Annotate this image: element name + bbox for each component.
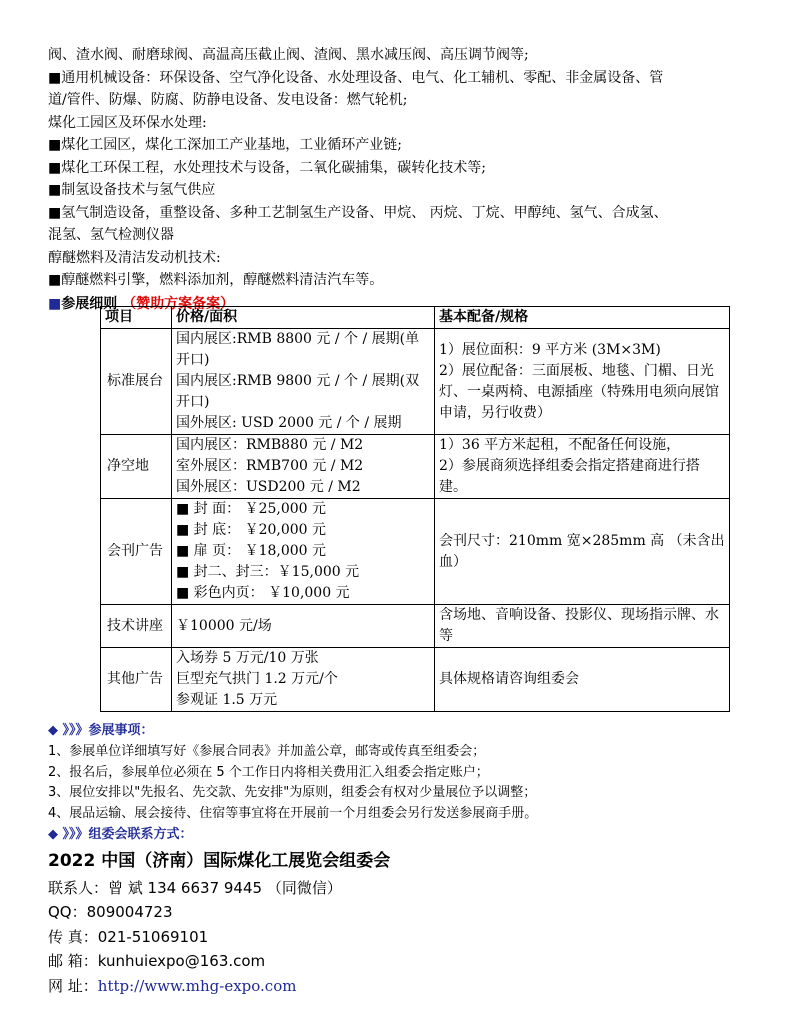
- organizer-block: [48, 846, 768, 998]
- spec-line: 1）36 平方米起租，不配备任何设施，: [439, 437, 681, 453]
- fax-number: 传 真：021-51069101: [48, 927, 209, 946]
- spec-line: 具体规格请咨询组委会: [439, 671, 579, 687]
- row-item: 会刊广告: [101, 499, 172, 605]
- spec-line: 2）参展商须选择组委会指定搭建商进行搭建。: [439, 458, 700, 495]
- notes-header: ◆ 》》》参展事项：: [48, 723, 154, 738]
- email-address: 邮 箱：kunhuiexpo@163.com: [48, 952, 266, 971]
- contact-person: 联系人：曾 斌 134 6637 9445 （同微信）: [48, 879, 342, 897]
- notes-section: [48, 720, 768, 846]
- note-item: 1、参展单位详细填写好《参展合同表》并加盖公章，邮寄或传真至组委会；: [48, 744, 486, 759]
- spec-line: 会刊尺寸：210mm 宽×285mm 高 （未含出血）: [439, 532, 725, 570]
- price-line: 室外展区：RMB700 元 / M2: [176, 458, 364, 474]
- website-link[interactable]: http://www.mhg-expo.com: [97, 976, 297, 995]
- section-marker: ■: [48, 295, 62, 312]
- price-line: 国内展区：RMB880 元 / M2: [176, 437, 364, 453]
- row-specs: [435, 648, 730, 712]
- price-line: 国内展区:RMB 8800 元 / 个 / 展期(单开口): [176, 331, 420, 368]
- intro-line: ■醇醚燃料引擎，燃料添加剂，醇醚燃料清洁汽车等。: [48, 272, 384, 288]
- organizer-title: 2022 中国（济南）国际煤化工展览会组委会: [48, 851, 391, 871]
- note-item: 2、报名后，参展单位必须在 5 个工作日内将相关费用汇入组委会指定账户；: [48, 764, 489, 780]
- price-line: 国外展区: USD 2000 元 / 个 / 展期: [176, 415, 402, 431]
- intro-line: ■煤化工园区，煤化工深加工产业基地，工业循环产业链;: [48, 137, 402, 153]
- row-prices: [172, 648, 435, 712]
- table-row: [101, 648, 730, 712]
- intro-line: ■制氢设备技术与氢气供应: [48, 182, 216, 198]
- header-spec: 基本配备/规格: [435, 307, 730, 329]
- price-line: 入场券 5 万元/10 万张: [176, 650, 319, 666]
- row-prices: [172, 499, 435, 605]
- section-title: 参展细则: [61, 295, 118, 312]
- intro-line: 混氢、氢气检测仪器: [48, 227, 174, 243]
- table-header-row: [101, 307, 730, 329]
- intro-line: 道/管件、防爆、防腐、防静电设备、发电设备：燃气轮机;: [48, 92, 408, 108]
- row-item: 其他广告: [101, 648, 172, 712]
- sponsor-note: （赞助方案备案）: [122, 295, 235, 312]
- price-line: 参观证 1.5 万元: [176, 692, 278, 708]
- table-row: [101, 435, 730, 499]
- header-price: 价格/面积: [172, 307, 435, 329]
- table-row: [101, 605, 730, 648]
- price-line: ￥10000 元/场: [176, 617, 272, 634]
- intro-line: ■煤化工环保工程，水处理技术与设备，二氧化碳捕集，碳转化技术等;: [48, 159, 486, 176]
- price-line: ■ 封 面： ￥25,000 元: [176, 501, 327, 517]
- fee-table: [100, 306, 730, 712]
- document-body: [48, 44, 750, 315]
- row-item: 标准展台: [101, 329, 172, 435]
- table-row: [101, 329, 730, 435]
- price-line: 国内展区:RMB 9800 元 / 个 / 展期(双开口): [176, 373, 420, 410]
- row-item: 技术讲座: [101, 605, 172, 648]
- intro-line: ■氢气制造设备，重整设备、多种工艺制氢生产设备、甲烷、 丙烷、丁烷、甲醇纯、氢气、合成氢、: [48, 204, 668, 221]
- price-line: ■ 扉 页： ￥18,000 元: [176, 543, 327, 559]
- row-prices: [172, 329, 435, 435]
- spec-line: 1）展位面积：9 平方米 (3M×3M): [439, 341, 661, 358]
- contact-header: ◆ 》》》组委会联系方式：: [48, 827, 193, 842]
- qq-number: QQ：809004723: [48, 903, 173, 922]
- price-line: ■ 封二、封三：￥15,000 元: [176, 564, 360, 580]
- row-specs: [435, 435, 730, 499]
- table-row: [101, 499, 730, 605]
- spec-line: 2）展位配备：三面展板、地毯、门楣、日光灯、一桌两椅、电源插座（特殊用电须向展馆申请，另行收费）: [439, 362, 719, 421]
- price-line: 国外展区：USD200 元 / M2: [176, 479, 361, 495]
- note-item: 4、展品运输、展会接待、住宿等事宜将在开展前一个月组委会另行发送参展商手册。: [48, 805, 538, 821]
- price-line: 巨型充气拱门 1.2 万元/个: [176, 671, 338, 687]
- intro-line: ■通用机械设备：环保设备、空气净化设备、水处理设备、电气、化工辅机、零配、非金属设备、管: [48, 69, 664, 86]
- header-item: 项目: [101, 307, 172, 329]
- row-specs: [435, 605, 730, 648]
- spec-line: 含场地、音响设备、投影仪、现场指示牌、水等: [439, 607, 719, 644]
- row-item: 净空地: [101, 435, 172, 499]
- website-label: 网 址：: [48, 976, 98, 995]
- website-row: [48, 974, 768, 998]
- row-specs: [435, 499, 730, 605]
- row-specs: [435, 329, 730, 435]
- intro-line: 醇醚燃料及清洁发动机技术:: [48, 249, 221, 266]
- price-line: ■ 彩色内页： ￥10,000 元: [176, 585, 350, 601]
- intro-line: 阀、渣水阀、耐磨球阀、高温高压截止阀、渣阀、黑水减压阀、高压调节阀等;: [48, 47, 529, 63]
- row-prices: [172, 605, 435, 648]
- row-prices: [172, 435, 435, 499]
- intro-line: 煤化工园区及环保水处理:: [48, 114, 207, 131]
- price-line: ■ 封 底： ￥20,000 元: [176, 522, 327, 538]
- note-item: 3、展位安排以"先报名、先交款、先安排"为原则，组委会有权对少量展位予以调整；: [48, 785, 537, 800]
